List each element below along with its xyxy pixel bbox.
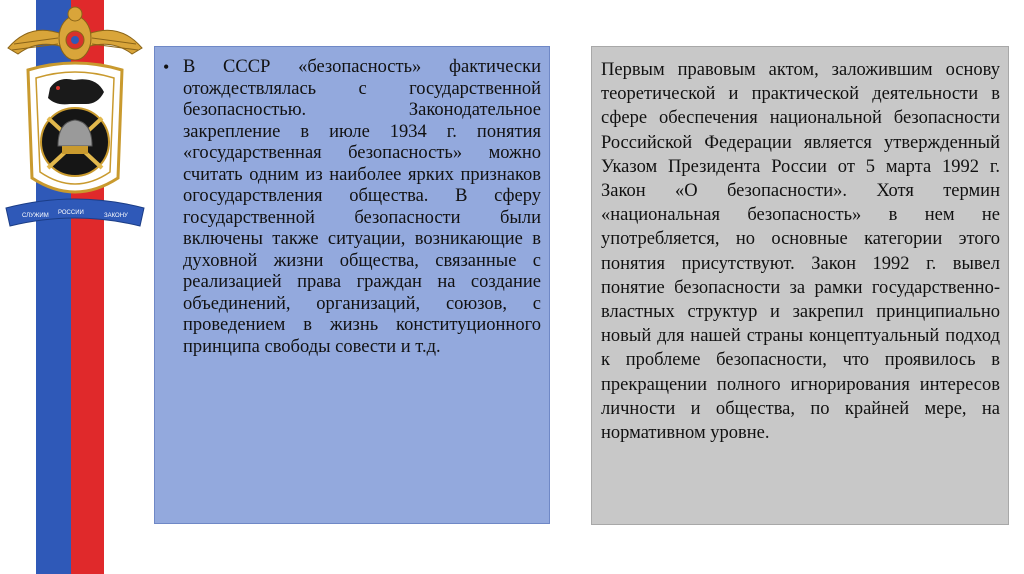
right-panel-text: Первым правовым актом, заложившим основу теоретической и практической деятельности в сфере обеспечения национальной безопасности Российской Федерации является утвержденный Указом Президента России от 5 марта 1992 г. Закон «О безопасности». Хотя термин «национальная безопасность» в нем не употребляется, но основные категории этого понятия присутствуют. Закон 1992 г. вывел понятие безопасности за рамки государственно-властных структур и закрепил принципиально новый для нашей страны концептуальный подход к проблеме безопасности, что проявилось в прекращении полного игнорирования интересов личности и общества, по крайней мере, на нормативном уровне. — [601, 60, 1000, 444]
bullet-marker: • — [163, 57, 170, 77]
svg-text:СЛУЖИМ: СЛУЖИМ — [22, 213, 49, 219]
russian-police-emblem-icon — [0, 0, 150, 230]
right-text-panel — [591, 46, 1009, 525]
svg-text:РОССИИ: РОССИИ — [58, 210, 84, 216]
left-panel-text: В СССР «безопасность» фактически отождествлялась с государственной безопасностью. Законодательное закрепление в июле 1934 г. понятия «государственная безопасность» можно считать одним из наиболее ярких признаков огосударствления общества. В сферу государственной безопасности были включены также ситуации, возникающие в духовной жизни общества, связанные с реализацией права граждан на создание объединений, организаций, союзов, с проведением в жизнь конституционного принципа свободы совести и т.д. — [183, 57, 541, 357]
left-text-panel — [154, 46, 550, 524]
svg-text:ЗАКОНУ: ЗАКОНУ — [104, 213, 128, 219]
